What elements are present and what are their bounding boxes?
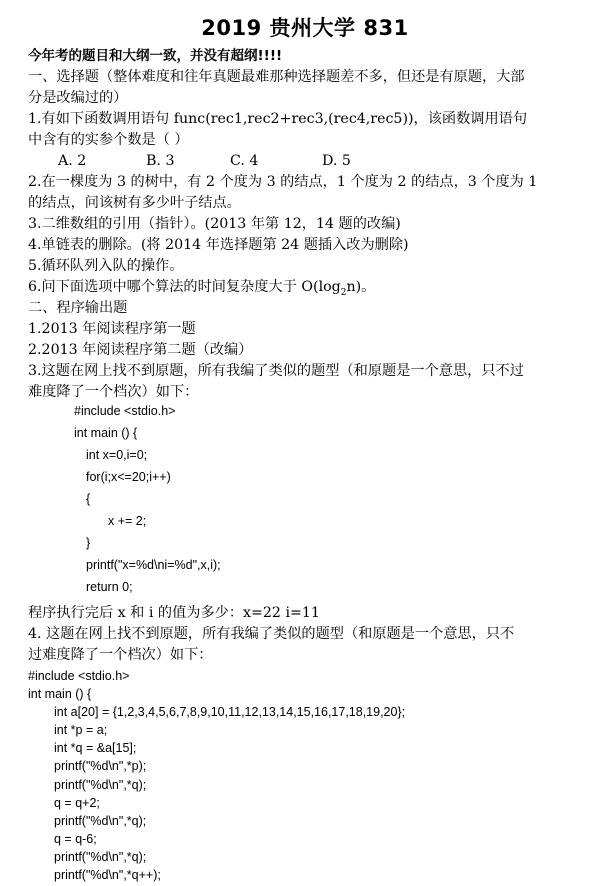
code3-line: {	[86, 492, 91, 506]
page-title: 2019 贵州大学 831	[201, 16, 409, 40]
code4-line: int *q = &a[15];	[54, 741, 137, 755]
option-d: D. 5	[322, 153, 351, 169]
code4-line: int *p = a;	[54, 723, 108, 737]
section1-heading-line2: 分是改编过的）	[28, 90, 128, 106]
program2: 2.2013 年阅读程序第二题（改编）	[28, 342, 253, 358]
code3-line: #include <stdio.h>	[74, 404, 176, 418]
code3-line: printf("x=%d\ni=%d",x,i);	[86, 558, 221, 572]
code4-line: printf("%d\n",*p);	[54, 759, 147, 773]
code4-line: printf("%d\n",*q);	[54, 850, 147, 864]
question1-line1: 1.有如下函数调用语句 func(rec1,rec2+rec3,(rec4,rec5))，该函数调用语句	[28, 111, 528, 127]
log-base-subscript: 2	[340, 287, 347, 298]
question2-line1: 2.在一棵度为 3 的树中，有 2 个度为 3 的结点，1 个度为 2 的结点，3 个度为 1	[28, 174, 538, 190]
program4-line2: 过难度降了一个档次）如下：	[28, 647, 213, 663]
section1-heading-line1: 一、选择题（整体难度和往年真题最难那种选择题差不多，但还是有原题，大部	[28, 69, 525, 85]
question2-line2: 的结点，问该树有多少叶子结点。	[28, 195, 241, 211]
code4-line: int main () {	[28, 687, 92, 701]
question4: 4.单链表的删除。(将 2014 年选择题第 24 题插入改为删除)	[28, 237, 409, 253]
question1-line2: 中含有的实参个数是（ ）	[28, 132, 189, 148]
code4-line: int a[20] = {1,2,3,4,5,6,7,8,9,10,11,12,13,14,15,16,17,18,19,20};	[54, 705, 406, 719]
code3-line: for(i;x<=20;i++)	[86, 470, 171, 484]
question3: 3.二维数组的引用（指针）。(2013 年第 12，14 题的改编)	[28, 216, 401, 232]
program1: 1.2013 年阅读程序第一题	[28, 321, 196, 337]
question6-text-end: n)。	[346, 279, 376, 295]
code4-line: printf("%d\n",*q);	[54, 778, 147, 792]
code3-line: int x=0,i=0;	[86, 448, 148, 462]
program3-line2: 难度降了一个档次）如下：	[28, 384, 199, 400]
code4-line: printf("%d\n",*q++);	[54, 868, 161, 882]
code4-line: q = q+2;	[54, 796, 100, 810]
option-a: A. 2	[58, 153, 87, 169]
program4-line1: 4. 这题在网上找不到原题，所有我编了类似的题型（和原题是一个意思，只不	[28, 626, 515, 642]
section2-heading: 二、程序输出题	[28, 300, 128, 316]
code3-line: int main () {	[74, 426, 138, 440]
option-c: C. 4	[230, 153, 259, 169]
code3-line: return 0;	[86, 580, 133, 594]
code4-line: printf("%d\n",*q);	[54, 814, 147, 828]
question6-text: 6.问下面选项中哪个算法的时间复杂度大于 O(log	[28, 279, 341, 295]
exam-note: 今年考的题目和大纲一致，并没有超纲!!!!	[28, 48, 283, 64]
code3-line: x += 2;	[108, 514, 147, 528]
program3-answer: 程序执行完后 x 和 i 的值为多少：x=22 i=11	[28, 605, 320, 621]
code4-line: #include <stdio.h>	[28, 669, 130, 683]
code3-line: }	[86, 536, 91, 550]
program3-line1: 3.这题在网上找不到原题，所有我编了类似的题型（和原题是一个意思，只不过	[28, 363, 524, 379]
code4-line: q = q-6;	[54, 832, 97, 846]
option-b: B. 3	[146, 153, 175, 169]
question5: 5.循环队列入队的操作。	[28, 258, 184, 274]
